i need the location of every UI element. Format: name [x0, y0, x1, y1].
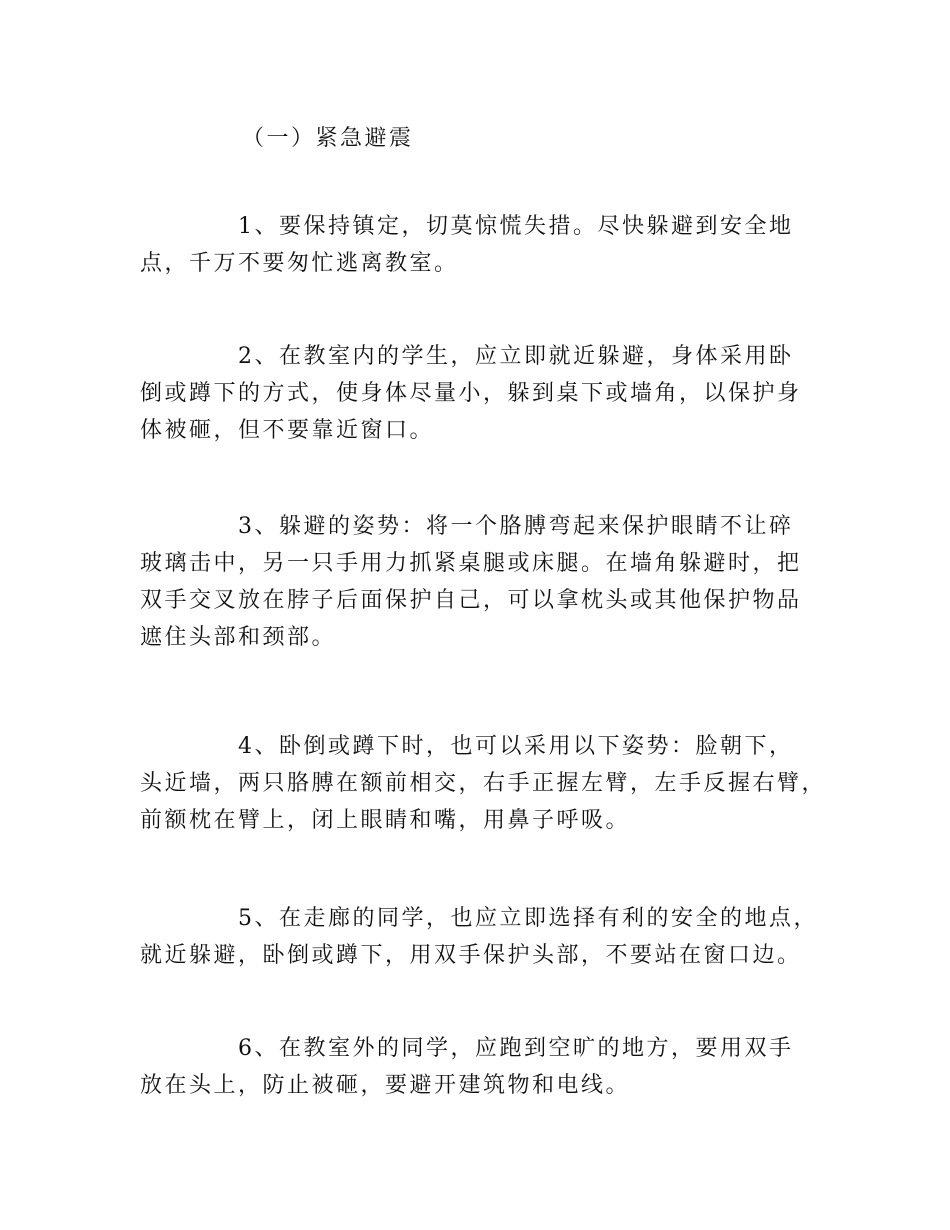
paragraph-2	[140, 338, 840, 449]
paragraph-5	[140, 900, 840, 974]
paragraph-1	[140, 208, 840, 282]
paragraph-line: 玻璃击中，另一只手用力抓紧桌腿或床腿。在墙角躲避时，把	[140, 551, 802, 576]
section-heading	[242, 120, 942, 157]
paragraph-line: 点，千万不要匆忙逃离教室。	[140, 251, 459, 276]
heading-text: （一）紧急避震	[242, 126, 414, 151]
paragraph-line: 双手交叉放在脖子后面保护自己，可以拿枕头或其他保护物品	[140, 588, 802, 613]
paragraph-3	[140, 508, 840, 656]
paragraph-line: 5、在走廊的同学，也应立即选择有利的安全的地点，	[238, 906, 818, 931]
paragraph-line: 前额枕在臂上，闭上眼睛和嘴，用鼻子呼吸。	[140, 808, 631, 833]
paragraph-line: 放在头上，防止被砸，要避开建筑物和电线。	[140, 1073, 631, 1098]
paragraph-line: 头近墙，两只胳膊在额前相交，右手正握左臂，左手反握右臂，	[140, 771, 827, 796]
paragraph-6	[140, 1030, 840, 1104]
paragraph-4	[140, 728, 840, 839]
paragraph-line: 3、躲避的姿势：将一个胳膊弯起来保护眼睛不让碎	[238, 514, 794, 539]
paragraph-line: 遮住头部和颈部。	[140, 625, 337, 650]
paragraph-line: 倒或蹲下的方式，使身体尽量小，躲到桌下或墙角，以保护身	[140, 381, 802, 406]
paragraph-line: 体被砸，但不要靠近窗口。	[140, 418, 435, 443]
paragraph-line: 6、在教室外的同学，应跑到空旷的地方，要用双手	[238, 1036, 794, 1061]
paragraph-line: 1、要保持镇定，切莫惊慌失措。尽快躲避到安全地	[238, 214, 794, 239]
paragraph-line: 4、卧倒或蹲下时，也可以采用以下姿势：脸朝下，	[238, 734, 794, 759]
paragraph-line: 2、在教室内的学生，应立即就近躲避，身体采用卧	[238, 344, 794, 369]
paragraph-line: 就近躲避，卧倒或蹲下，用双手保护头部，不要站在窗口边。	[140, 943, 802, 968]
